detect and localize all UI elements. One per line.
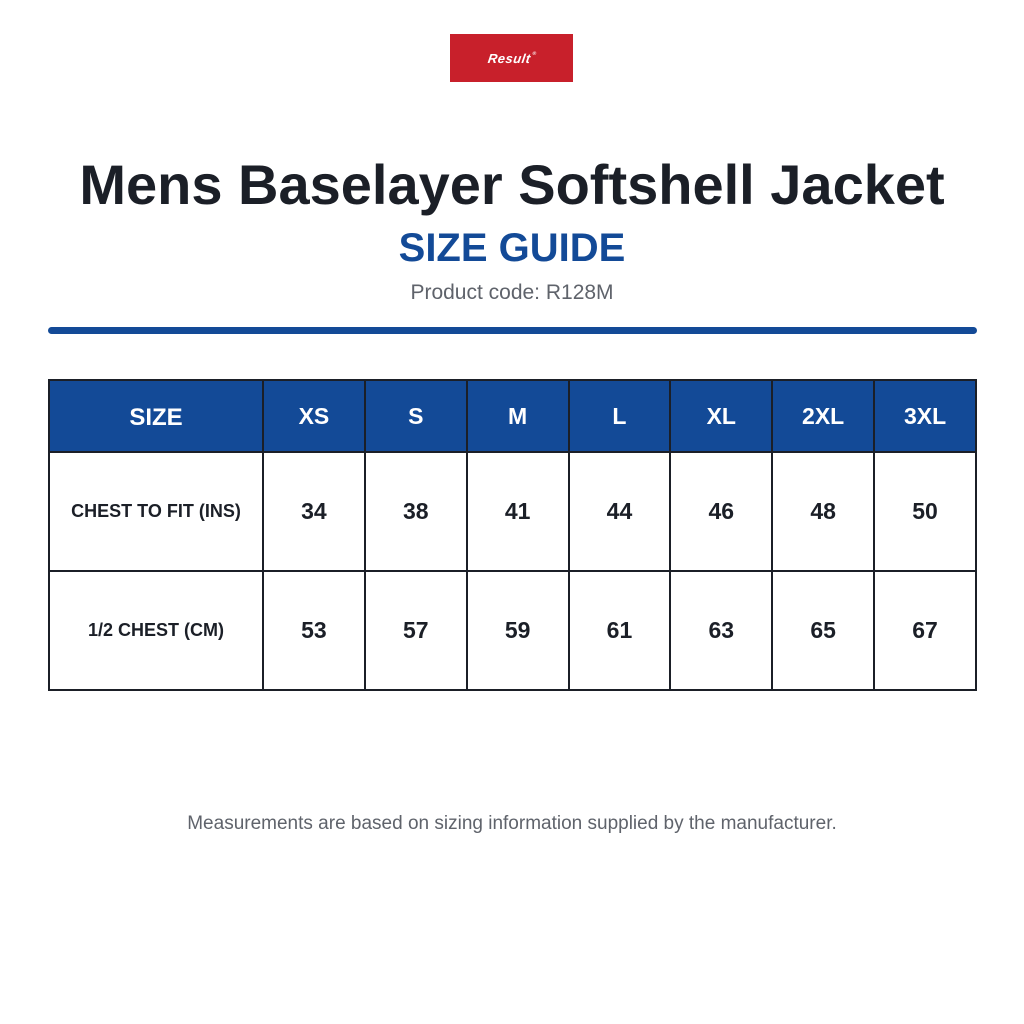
brand-logo-text: Result® (486, 50, 537, 66)
title-divider (48, 327, 977, 334)
table-cell: 48 (772, 452, 874, 571)
header-cell-size: S (365, 380, 467, 452)
footer-note: Measurements are based on sizing information supplied by the manufacturer. (187, 813, 837, 834)
header-cell-size-label: SIZE (49, 380, 263, 452)
table-cell: 59 (467, 571, 569, 690)
page-subtitle: SIZE GUIDE (398, 226, 626, 270)
size-guide-table (48, 379, 977, 691)
table-cell: 53 (263, 571, 365, 690)
product-code: Product code: R128M (410, 281, 614, 304)
table-cell: 44 (569, 452, 671, 571)
table-cell: 63 (670, 571, 772, 690)
table-row (49, 571, 976, 690)
header-cell-size: 3XL (874, 380, 976, 452)
header-cell-size: XS (263, 380, 365, 452)
table-row (49, 452, 976, 571)
table-cell: 67 (874, 571, 976, 690)
row-label-half-chest: 1/2 CHEST (CM) (49, 571, 263, 690)
table-cell: 38 (365, 452, 467, 571)
header-cell-size: M (467, 380, 569, 452)
table-cell: 57 (365, 571, 467, 690)
header-cell-size: XL (670, 380, 772, 452)
registered-mark: ® (531, 50, 537, 57)
table-cell: 34 (263, 452, 365, 571)
row-label-chest-to-fit: CHEST TO FIT (INS) (49, 452, 263, 571)
table-cell: 61 (569, 571, 671, 690)
table-cell: 41 (467, 452, 569, 571)
table-cell: 65 (772, 571, 874, 690)
table-header-row (49, 380, 976, 452)
page-title: Mens Baselayer Softshell Jacket (79, 153, 945, 216)
header-cell-size: L (569, 380, 671, 452)
table-cell: 46 (670, 452, 772, 571)
table-cell: 50 (874, 452, 976, 571)
brand-logo (450, 34, 573, 82)
header-cell-size: 2XL (772, 380, 874, 452)
